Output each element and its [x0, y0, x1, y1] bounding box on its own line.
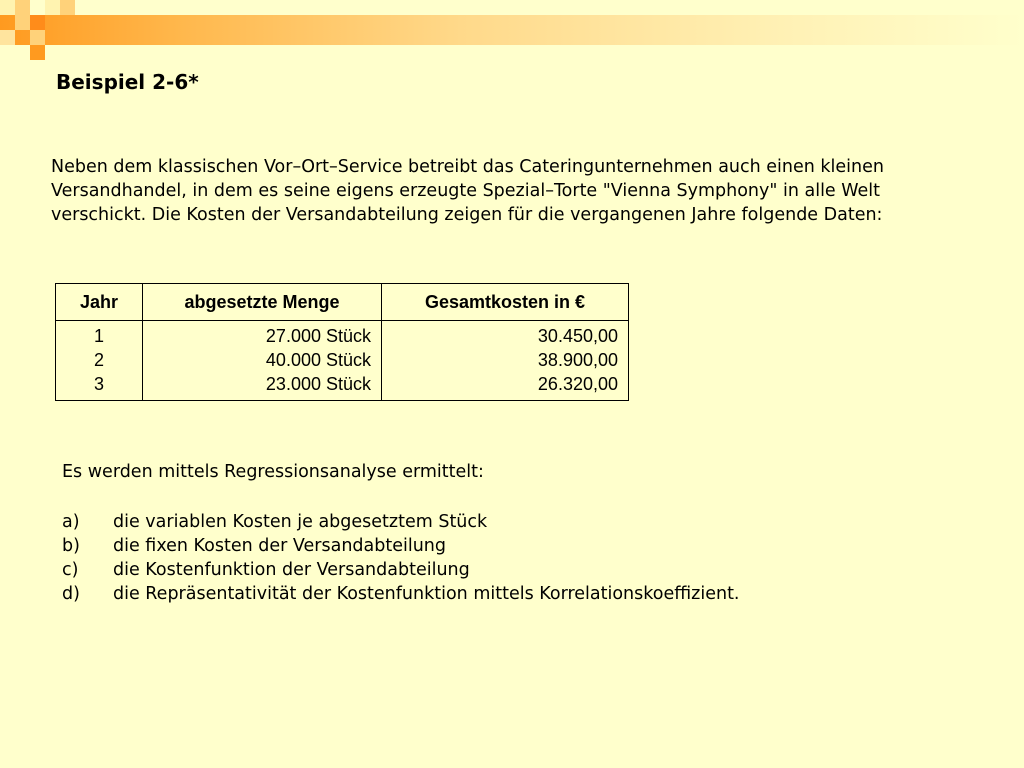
kosten-cell [382, 321, 629, 401]
slide-title: Beispiel 2-6* [56, 70, 199, 94]
kosten-value: 26.320,00 [537, 374, 618, 394]
task-text: die variablen Kosten je abgesetztem Stück [113, 512, 488, 532]
tasks-intro: Es werden mittels Regressionsanalyse ermittelt: [62, 462, 484, 482]
task-list [62, 510, 740, 606]
task-text: die Repräsentativität der Kostenfunktion mittels Korrelationskoeffizient. [113, 584, 740, 604]
menge-value: 23.000 Stück [265, 374, 371, 394]
list-item [62, 558, 740, 582]
kosten-value: 30.450,00 [537, 326, 618, 346]
jahr-value: 1 [93, 326, 104, 346]
decor-square [30, 45, 45, 60]
decor-square [15, 0, 30, 15]
list-item [62, 582, 740, 606]
intro-paragraph: Neben dem klassischen Vor–Ort–Service betreibt das Cateringunternehmen auch einen kleinen Versandhandel, in dem es seine eigens erzeugte Spezial–Torte "Vienna Symphony" in alle Welt verschickt. Die Kosten der Versandabteilung zeigen für die vergangenen Jahre folgende Daten: [51, 157, 884, 225]
decor-square [15, 15, 30, 30]
header-kosten: Gesamtkosten in € [382, 284, 629, 321]
decor-square [30, 30, 45, 45]
table-row [56, 321, 629, 401]
decor-square [0, 30, 15, 45]
menge-value: 27.000 Stück [265, 326, 371, 346]
table-header-row [56, 284, 629, 321]
task-marker: a) [62, 512, 80, 532]
task-marker: d) [62, 584, 80, 604]
task-text: die fixen Kosten der Versandabteilung [113, 536, 446, 556]
menge-cell [143, 321, 382, 401]
menge-value: 40.000 Stück [265, 350, 371, 370]
jahr-value: 2 [93, 350, 104, 370]
jahr-value: 3 [93, 374, 104, 394]
header-jahr: Jahr [56, 284, 143, 321]
header-banner [0, 15, 1024, 45]
list-item [62, 534, 740, 558]
task-marker: c) [62, 560, 79, 580]
list-item [62, 510, 740, 534]
decor-square [45, 0, 60, 15]
header-menge: abgesetzte Menge [143, 284, 382, 321]
jahr-cell [56, 321, 143, 401]
decor-square [0, 0, 15, 15]
cost-table [55, 283, 629, 401]
task-text: die Kostenfunktion der Versandabteilung [113, 560, 470, 580]
decor-square [30, 15, 45, 30]
kosten-value: 38.900,00 [537, 350, 618, 370]
task-marker: b) [62, 536, 80, 556]
decor-square [60, 0, 75, 15]
